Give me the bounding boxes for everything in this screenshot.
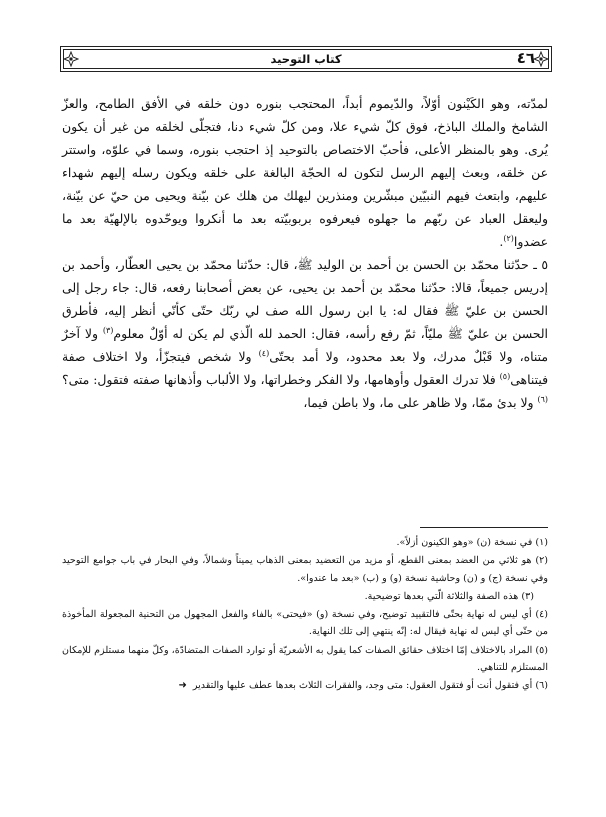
footnotes	[62, 534, 548, 695]
ornament-icon	[63, 51, 79, 67]
footnote-5: (٥) المراد بالاختلاف إمّا اختلاف حقائق الصفات كما يقول به الأشعريّة أو توارد الصفات المتضادّة، وكلّ منهما مستلزم للإمكان المستلزم للتناهي.	[62, 644, 548, 674]
main-text	[62, 92, 548, 414]
footnote-marker: (٦)	[537, 394, 548, 404]
footnote-2: (٢) هو ثلاثي من العضد بمعنى القطع، أو مزيد من التعضيد بمعنى الذهاب يميناً وشمالاً، وفي البحار في باب جوامع التوحيد وفي نسخة (ج) و (ن) وحاشية نسخة (و) و (ب) «بعد ما عندوا».	[62, 555, 548, 584]
footnote-marker: (٢)	[503, 233, 514, 243]
paragraph-text: ولا شخص فيتجزّأ، ولا اختلاف صفة فيتناهى	[62, 349, 548, 387]
paragraph-text: ٥ ـ حدّثنا محمّد بن الحسن بن أحمد بن الوليد ﷺ، قال: حدّثنا محمّد بن يحيى العطّار، وأحمد بن إدريس جميعاً، قالا: حدّثنا محمّد بن أحمد بن يحيى، عن بعض أصحابنا رفعه، قال: جاء رجل إلى الحسن بن عليّ ﷺ فقال له: يا ابن رسول الله صف لي ربّك حتّى كأنّي أنظر إليه، فأطرق الحسن بن عليّ ﷺ مليّاً، ثمّ رفع رأسه، فقال: الحمد لله الّذي لم يكن له أوّلٌ معلوم	[62, 257, 548, 341]
footnote-6	[62, 677, 548, 695]
page-header	[60, 46, 552, 72]
paragraph-text: ولا بدئ ممّا، ولا ظاهر على ما، ولا باطن فيما،	[303, 395, 538, 410]
paragraph-text: فلا تدرك العقول وأوهامها، ولا الفكر وخطراتها، ولا الألباب وأذهانها صفته فتقول: متى؟	[62, 372, 500, 387]
paragraph-text: ولا آخرٌ متناه، ولا قَبْلٌ مدرك، ولا بعد محدود، ولا أمد بحتّى	[62, 326, 548, 364]
page-number: ٤٦	[516, 49, 535, 67]
footnote-separator	[420, 527, 548, 528]
footnote-marker: (٣)	[102, 325, 114, 335]
paragraph-text: لمدّته، وهو الكَيْنون أوّلاً، والدّيموم أبداً، المحتجب بنوره دون خلقه في الأفق الطامح، والعزّ الشامخ والملك الباذخ، فوق كلّ شيء علا، ومن كلّ شيء دنا، فتجلّى لخلقه من غير أن يكون يُرى. وهو بالمنظر الأعلى، فأحبّ الاختصاص بالتوحيد إذ احتجب بنوره، وسما في علوّه، واستتر عن خلقه، وبعث إليهم الرسل لتكون له الحجّة البالغة على خلقه ويكون رسله إليهم شهداء عليهم، وابتعث فيهم النبيّين مبشّرين ومنذرين ليهلك من هلك عن بيّنة ويحيى من حيّ عن بيّنة، وليعقل العباد عن ربّهم ما جهلوه فيعرفوه بربوبيّته بعد ما أنكروا ويوحّدوه بالإلهيّة بعد ما عضدوا	[62, 96, 548, 249]
continuation-arrow-icon: ➜	[178, 680, 187, 692]
paragraph-2	[62, 253, 548, 414]
footnote-1: (١) في نسخة (ن) «وهو الكينون أزلاً».	[396, 537, 548, 548]
footnote-4: (٤) أي ليس له نهاية بحتّى فالتقييد توضيح، وفي نسخة (و) «فيحتى» بالفاء والفعل المجهول من التحنية المجعولة المأخوذة من حتّى أي ليس له نهاية فيقال له: إنّه ينتهي إلى تلك النهاية.	[62, 608, 548, 638]
footnote-6-text: (٦) أي فتقول أنت أو فتقول العقول: متى وجد، والفقرات الثلاث بعدها عطف عليها والتقدير	[192, 680, 548, 692]
ornament-icon	[533, 51, 549, 67]
footnote-3: (٣) هذه الصفة والثلاثة الّتي بعدها توضيحية.	[364, 590, 534, 602]
running-title: كتاب التوحيد	[270, 52, 342, 66]
footnote-marker: (٤)	[258, 348, 270, 358]
footnote-marker: (٥)	[499, 371, 511, 381]
paragraph-1: لمدّته، وهو الكَيْنون أوّلاً، والدّيموم أبداً، المحتجب بنوره دون خلقه في الأفق الطامح، والعزّ الشامخ والملك الباذخ، فوق كلّ شيء علا، ومن كلّ شيء دنا، فتجلّى لخلقه من غير أن يكون يُرى. وهو بالمنظر الأعلى، فأحبّ الاختصاص بالتوحيد إذ احتجب بنوره، وسما في علوّه، واستتر عن خلقه، وبعث إليهم الرسل لتكون له الحجّة البالغة على خلقه ويكون رسله إليهم شهداء عليهم، وابتعث فيهم النبيّين مبشّرين ومنذرين ليهلك من هلك عن بيّنة ويحيى من حيّ عن بيّنة، وليعقل العباد عن ربّهم ما جهلوه فيعرفوه بربوبيّته بعد ما أنكروا ويوحّدوه بالإلهيّة بعد ما عضدوا$^{(٢)}$.	[62, 96, 548, 249]
